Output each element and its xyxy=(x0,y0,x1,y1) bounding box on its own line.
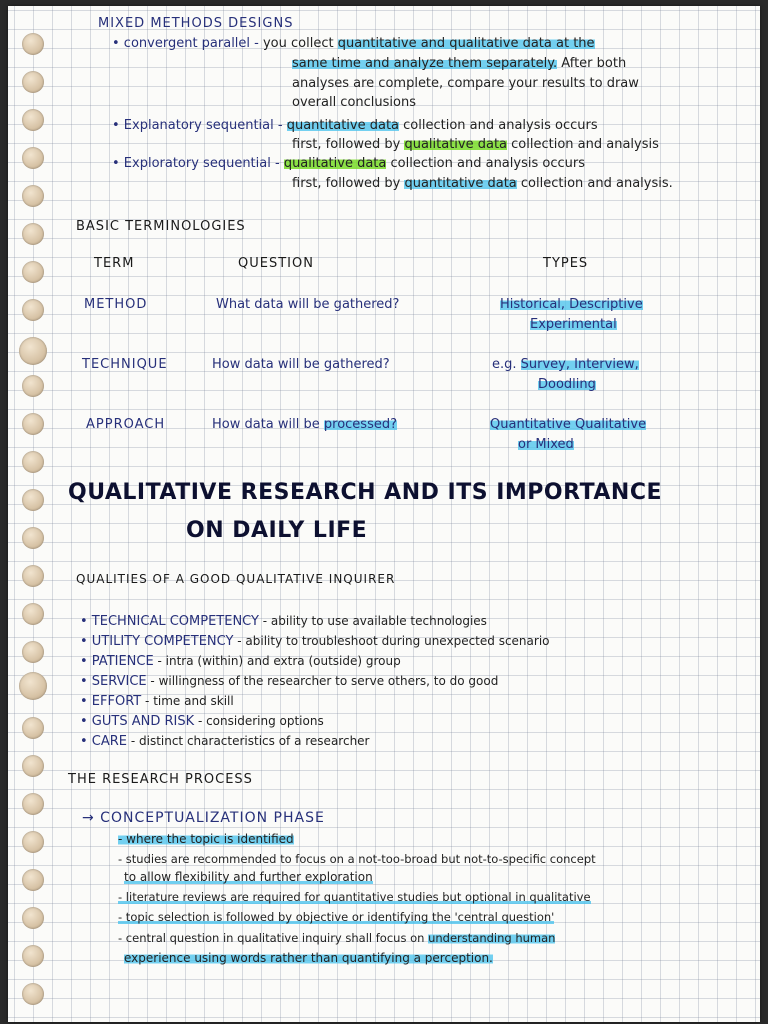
exploratory-line-2 xyxy=(292,176,673,191)
binder-hole xyxy=(22,223,44,245)
binder-hole xyxy=(22,413,44,435)
convergent-line-4: overall conclusions xyxy=(292,95,417,110)
convergent-line-3: analyses are complete, compare your results to draw xyxy=(292,76,639,91)
question-technique: How data will be gathered? xyxy=(212,357,390,372)
binder-hole xyxy=(22,831,44,853)
process-line: - studies are recommended to focus on a not-too-broad but not-to-specific concept xyxy=(118,852,596,866)
process-line xyxy=(124,870,373,884)
binder-hole xyxy=(22,603,44,625)
binder-hole xyxy=(22,907,44,929)
binder-hole xyxy=(22,451,44,473)
binder-hole xyxy=(22,109,44,131)
mixed-methods-title: MIXED METHODS DESIGNS xyxy=(98,16,294,31)
convergent-line-1 xyxy=(112,36,595,51)
quality-item xyxy=(80,654,401,669)
binder-hole xyxy=(22,793,44,815)
process-line xyxy=(124,951,493,965)
quality-item xyxy=(80,634,550,649)
binder-hole xyxy=(22,489,44,511)
process-text: - central question in qualitative inquiry shall focus on xyxy=(118,931,429,945)
highlight-blue: Historical, Descriptive xyxy=(500,297,643,312)
explanatory-term: • Explanatory sequential - xyxy=(112,118,283,133)
term-technique: TECHNIQUE xyxy=(82,357,168,372)
term-approach: APPROACH xyxy=(86,417,166,432)
explanatory-text: first, followed by xyxy=(292,137,405,152)
highlight-blue: understanding human xyxy=(428,931,556,945)
highlight-blue: or Mixed xyxy=(518,437,574,452)
basic-terminologies-title: BASIC TERMINOLOGIES xyxy=(76,219,246,234)
highlight-blue: Experimental xyxy=(530,317,617,332)
convergent-text: you collect xyxy=(258,36,338,51)
question-text: How data will be xyxy=(212,417,324,432)
binder-hole xyxy=(22,945,44,967)
highlight-blue: Survey, Interview, xyxy=(520,357,639,372)
binder-hole xyxy=(22,71,44,93)
exploratory-line-1 xyxy=(112,156,585,171)
qualities-title: QUALITIES OF A GOOD QUALITATIVE INQUIRER xyxy=(76,572,396,586)
quality-item xyxy=(80,614,487,629)
highlight-blue: to allow flexibility and further exploration xyxy=(124,870,373,884)
quality-desc: - distinct characteristics of a researcher xyxy=(127,734,370,748)
process-line xyxy=(118,890,591,904)
highlight-blue: - where the topic is identified xyxy=(118,832,294,846)
quality-term: • PATIENCE xyxy=(80,654,154,669)
process-line xyxy=(118,832,294,846)
quality-desc: - intra (within) and extra (outside) group xyxy=(153,654,401,668)
main-heading-line-2: ON DAILY LIFE xyxy=(186,518,368,543)
types-approach-1 xyxy=(490,417,646,432)
convergent-term: • convergent parallel - xyxy=(112,36,259,51)
types-approach-2 xyxy=(518,437,574,452)
highlight-blue: - literature reviews are required for quantitative studies but optional in qualitative xyxy=(118,890,591,904)
quality-item xyxy=(80,694,234,709)
binder-hole xyxy=(22,869,44,891)
binder-hole xyxy=(22,299,44,321)
convergent-line-2 xyxy=(292,56,626,71)
binder-hole xyxy=(22,375,44,397)
highlight-blue: experience using words rather than quantifying a perception. xyxy=(124,951,493,965)
binder-hole xyxy=(22,755,44,777)
exploratory-term: • Exploratory sequential - xyxy=(112,156,280,171)
term-method: METHOD xyxy=(84,297,148,312)
quality-term: • TECHNICAL COMPETENCY xyxy=(80,614,259,629)
quality-desc: - time and skill xyxy=(141,694,234,708)
quality-desc: - considering options xyxy=(194,714,324,728)
quality-desc: - willingness of the researcher to serve others, to do good xyxy=(146,674,499,688)
binder-hole xyxy=(22,33,44,55)
question-approach xyxy=(212,417,397,432)
binder-hole xyxy=(22,261,44,283)
binder-holes xyxy=(8,6,68,1022)
notebook-page xyxy=(8,6,760,1022)
binder-hole xyxy=(22,983,44,1005)
highlight-blue: quantitative data xyxy=(404,176,517,191)
highlight-blue: quantitative data xyxy=(286,118,400,133)
quality-item xyxy=(80,734,370,749)
exploratory-text: collection and analysis. xyxy=(516,176,673,191)
quality-desc: - ability to troubleshoot during unexpected scenario xyxy=(233,634,550,648)
types-method-1 xyxy=(500,297,643,312)
highlight-green: qualitative data xyxy=(283,156,387,171)
process-line xyxy=(118,931,555,945)
conceptualization-phase: → CONCEPTUALIZATION PHASE xyxy=(82,810,325,826)
process-line xyxy=(118,910,554,924)
binder-hole xyxy=(22,717,44,739)
types-text: e.g. xyxy=(492,357,521,372)
quality-desc: - ability to use available technologies xyxy=(258,614,487,628)
binder-hole xyxy=(19,337,47,365)
highlight-blue: - topic selection is followed by objective or identifying the 'central question' xyxy=(118,910,555,924)
table-header-term: TERM xyxy=(94,256,135,271)
explanatory-line-2 xyxy=(292,137,659,152)
binder-hole xyxy=(22,527,44,549)
binder-hole xyxy=(22,147,44,169)
types-method-2 xyxy=(530,317,617,332)
quality-item xyxy=(80,674,498,689)
quality-item xyxy=(80,714,324,729)
table-header-types: TYPES xyxy=(543,256,589,271)
types-technique-1 xyxy=(492,357,639,372)
explanatory-line-1 xyxy=(112,118,598,133)
table-header-question: QUESTION xyxy=(238,256,314,271)
quality-term: • GUTS AND RISK xyxy=(80,714,195,729)
highlight-blue: same time and analyze them separately. xyxy=(292,56,558,71)
highlight-blue: processed? xyxy=(323,417,397,432)
types-technique-2 xyxy=(538,377,596,392)
question-method: What data will be gathered? xyxy=(216,297,400,312)
quality-term: • CARE xyxy=(80,734,128,749)
highlight-blue: Doodling xyxy=(538,377,596,392)
binder-hole xyxy=(22,641,44,663)
quality-term: • SERVICE xyxy=(80,674,147,689)
explanatory-text: collection and analysis xyxy=(507,137,659,152)
highlight-blue: quantitative and qualitative data at the xyxy=(337,36,595,51)
quality-term: • EFFORT xyxy=(80,694,142,709)
exploratory-text: collection and analysis occurs xyxy=(386,156,585,171)
highlight-blue: Quantitative Qualitative xyxy=(490,417,647,432)
main-heading-line-1: QUALITATIVE RESEARCH AND ITS IMPORTANCE xyxy=(68,480,662,505)
binder-hole xyxy=(22,185,44,207)
convergent-text: After both xyxy=(557,56,627,71)
exploratory-text: first, followed by xyxy=(292,176,405,191)
binder-hole xyxy=(19,672,47,700)
quality-term: • UTILITY COMPETENCY xyxy=(80,634,234,649)
research-process-title: THE RESEARCH PROCESS xyxy=(68,772,253,787)
highlight-green: qualitative data xyxy=(404,137,508,152)
explanatory-text: collection and analysis occurs xyxy=(399,118,598,133)
binder-hole xyxy=(22,565,44,587)
